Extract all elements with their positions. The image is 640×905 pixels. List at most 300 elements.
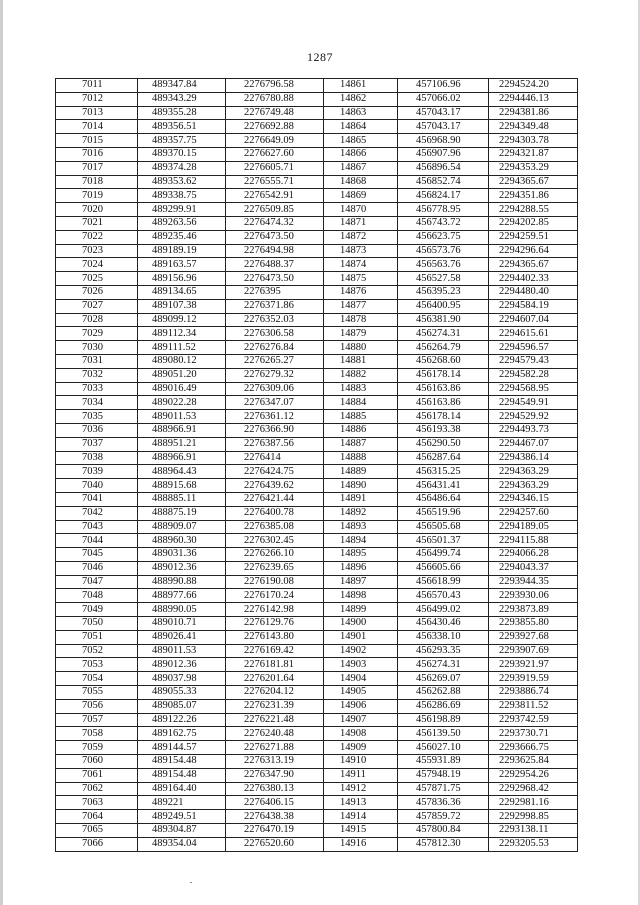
cell-point-id-left: 7030 [56, 341, 138, 355]
cell-y-left: 2276780.88 [226, 92, 324, 106]
cell-y-left: 2276649.09 [226, 134, 324, 148]
cell-point-id-left: 7018 [56, 175, 138, 189]
cell-y-left: 2276361.12 [226, 410, 324, 424]
cell-x-right: 457043.17 [398, 120, 489, 134]
cell-x-left: 489347.84 [138, 79, 226, 93]
cell-y-right: 2294568.95 [489, 382, 578, 396]
cell-point-id-right: 14910 [324, 755, 398, 769]
cell-point-id-right: 14885 [324, 410, 398, 424]
cell-x-left: 488990.88 [138, 575, 226, 589]
cell-point-id-left: 7062 [56, 782, 138, 796]
cell-y-right: 2293886.74 [489, 686, 578, 700]
cell-point-id-left: 7052 [56, 644, 138, 658]
cell-x-left: 489164.40 [138, 782, 226, 796]
cell-point-id-right: 14895 [324, 548, 398, 562]
cell-x-right: 457859.72 [398, 810, 489, 824]
cell-x-right: 456198.89 [398, 713, 489, 727]
table-row [56, 617, 578, 631]
table-row [56, 272, 578, 286]
table-row [56, 230, 578, 244]
cell-point-id-right: 14870 [324, 203, 398, 217]
cell-point-id-right: 14869 [324, 189, 398, 203]
cell-point-id-left: 7023 [56, 244, 138, 258]
cell-point-id-right: 14904 [324, 672, 398, 686]
cell-point-id-left: 7057 [56, 713, 138, 727]
cell-x-left: 489374.28 [138, 161, 226, 175]
cell-x-right: 456287.64 [398, 451, 489, 465]
cell-y-left: 2276279.32 [226, 368, 324, 382]
cell-point-id-right: 14886 [324, 423, 398, 437]
cell-point-id-left: 7051 [56, 630, 138, 644]
cell-point-id-left: 7040 [56, 479, 138, 493]
cell-point-id-right: 14893 [324, 520, 398, 534]
cell-y-left: 2276366.90 [226, 423, 324, 437]
cell-x-right: 456852.74 [398, 175, 489, 189]
cell-y-left: 2276271.88 [226, 741, 324, 755]
cell-point-id-left: 7050 [56, 617, 138, 631]
cell-x-left: 489144.57 [138, 741, 226, 755]
cell-point-id-right: 14898 [324, 589, 398, 603]
cell-y-right: 2294288.55 [489, 203, 578, 217]
cell-y-right: 2293944.35 [489, 575, 578, 589]
cell-point-id-right: 14913 [324, 796, 398, 810]
cell-x-left: 489134.65 [138, 285, 226, 299]
table-row [56, 437, 578, 451]
cell-y-right: 2294043.37 [489, 561, 578, 575]
table-row [56, 423, 578, 437]
cell-x-right: 457812.30 [398, 837, 489, 851]
cell-x-right: 457948.19 [398, 768, 489, 782]
cell-point-id-right: 14892 [324, 506, 398, 520]
cell-x-left: 489122.26 [138, 713, 226, 727]
cell-y-right: 2293927.68 [489, 630, 578, 644]
cell-x-left: 489299.91 [138, 203, 226, 217]
cell-point-id-left: 7046 [56, 561, 138, 575]
cell-y-left: 2276509.85 [226, 203, 324, 217]
cell-point-id-right: 14879 [324, 327, 398, 341]
cell-point-id-right: 14876 [324, 285, 398, 299]
cell-x-right: 456338.10 [398, 630, 489, 644]
cell-y-left: 2276473.50 [226, 230, 324, 244]
cell-x-left: 489154.48 [138, 768, 226, 782]
cell-y-right: 2293907.69 [489, 644, 578, 658]
cell-point-id-left: 7044 [56, 534, 138, 548]
table-row [56, 796, 578, 810]
cell-y-right: 2294446.13 [489, 92, 578, 106]
cell-y-right: 2294524.20 [489, 79, 578, 93]
cell-point-id-left: 7048 [56, 589, 138, 603]
table-row [56, 451, 578, 465]
cell-point-id-left: 7036 [56, 423, 138, 437]
cell-x-right: 456563.76 [398, 258, 489, 272]
cell-y-left: 2276542.91 [226, 189, 324, 203]
cell-y-right: 2294365.67 [489, 175, 578, 189]
cell-y-right: 2294615.61 [489, 327, 578, 341]
table-row [56, 120, 578, 134]
table-row [56, 837, 578, 851]
cell-x-right: 457043.17 [398, 106, 489, 120]
table-row [56, 713, 578, 727]
cell-x-left: 489011.53 [138, 410, 226, 424]
cell-point-id-left: 7061 [56, 768, 138, 782]
cell-x-left: 489162.75 [138, 727, 226, 741]
cell-y-right: 2293742.59 [489, 713, 578, 727]
cell-point-id-left: 7060 [56, 755, 138, 769]
cell-point-id-right: 14867 [324, 161, 398, 175]
cell-y-left: 2276231.39 [226, 699, 324, 713]
cell-point-id-left: 7063 [56, 796, 138, 810]
cell-y-left: 2276414 [226, 451, 324, 465]
cell-point-id-right: 14901 [324, 630, 398, 644]
cell-x-left: 489156.96 [138, 272, 226, 286]
cell-point-id-left: 7013 [56, 106, 138, 120]
cell-y-right: 2294115.88 [489, 534, 578, 548]
cell-x-left: 489107.38 [138, 299, 226, 313]
cell-point-id-right: 14873 [324, 244, 398, 258]
cell-point-id-right: 14888 [324, 451, 398, 465]
cell-x-right: 456274.31 [398, 327, 489, 341]
cell-x-right: 456381.90 [398, 313, 489, 327]
cell-x-right: 456519.96 [398, 506, 489, 520]
scan-speck [190, 882, 192, 883]
cell-y-right: 2294596.57 [489, 341, 578, 355]
cell-point-id-left: 7055 [56, 686, 138, 700]
cell-point-id-right: 14896 [324, 561, 398, 575]
cell-x-right: 456293.35 [398, 644, 489, 658]
cell-point-id-right: 14903 [324, 658, 398, 672]
cell-point-id-left: 7045 [56, 548, 138, 562]
cell-point-id-right: 14911 [324, 768, 398, 782]
cell-y-right: 2294549.91 [489, 396, 578, 410]
cell-x-right: 456290.50 [398, 437, 489, 451]
cell-x-left: 489011.53 [138, 644, 226, 658]
cell-point-id-right: 14880 [324, 341, 398, 355]
table-row [56, 396, 578, 410]
cell-x-left: 489343.29 [138, 92, 226, 106]
cell-y-right: 2294303.78 [489, 134, 578, 148]
cell-point-id-right: 14899 [324, 603, 398, 617]
table-row [56, 672, 578, 686]
cell-point-id-right: 14902 [324, 644, 398, 658]
cell-y-left: 2276221.48 [226, 713, 324, 727]
cell-x-right: 456178.14 [398, 410, 489, 424]
cell-x-left: 489263.56 [138, 216, 226, 230]
cell-x-left: 489356.51 [138, 120, 226, 134]
cell-x-left: 489304.87 [138, 824, 226, 838]
cell-x-left: 488990.05 [138, 603, 226, 617]
cell-x-left: 488966.91 [138, 423, 226, 437]
cell-y-right: 2294363.29 [489, 465, 578, 479]
cell-point-id-left: 7024 [56, 258, 138, 272]
table-row [56, 548, 578, 562]
cell-point-id-left: 7026 [56, 285, 138, 299]
cell-point-id-right: 14872 [324, 230, 398, 244]
table-row [56, 534, 578, 548]
table-row [56, 589, 578, 603]
cell-y-left: 2276201.64 [226, 672, 324, 686]
cell-x-left: 488964.43 [138, 465, 226, 479]
cell-y-left: 2276170.24 [226, 589, 324, 603]
cell-point-id-left: 7016 [56, 147, 138, 161]
cell-x-right: 456139.50 [398, 727, 489, 741]
cell-y-left: 2276143.80 [226, 630, 324, 644]
table-row [56, 479, 578, 493]
cell-y-right: 2293921.97 [489, 658, 578, 672]
cell-point-id-left: 7035 [56, 410, 138, 424]
cell-point-id-right: 14882 [324, 368, 398, 382]
cell-y-right: 2294365.67 [489, 258, 578, 272]
table-row [56, 630, 578, 644]
cell-x-right: 456027.10 [398, 741, 489, 755]
cell-y-left: 2276142.98 [226, 603, 324, 617]
cell-y-left: 2276239.65 [226, 561, 324, 575]
table-row [56, 755, 578, 769]
cell-x-right: 456193.38 [398, 423, 489, 437]
cell-x-right: 456274.31 [398, 658, 489, 672]
cell-y-left: 2276306.58 [226, 327, 324, 341]
cell-y-right: 2294582.28 [489, 368, 578, 382]
cell-point-id-left: 7038 [56, 451, 138, 465]
cell-x-left: 489163.57 [138, 258, 226, 272]
cell-y-left: 2276129.76 [226, 617, 324, 631]
cell-x-right: 456163.86 [398, 396, 489, 410]
table-row [56, 354, 578, 368]
cell-y-right: 2294386.14 [489, 451, 578, 465]
cell-y-left: 2276302.45 [226, 534, 324, 548]
table-row [56, 134, 578, 148]
table-row [56, 92, 578, 106]
cell-y-left: 2276190.08 [226, 575, 324, 589]
cell-y-right: 2294321.87 [489, 147, 578, 161]
cell-point-id-left: 7021 [56, 216, 138, 230]
cell-x-right: 456264.79 [398, 341, 489, 355]
coordinates-table [55, 78, 578, 852]
cell-point-id-left: 7025 [56, 272, 138, 286]
cell-point-id-left: 7039 [56, 465, 138, 479]
table-row [56, 727, 578, 741]
cell-y-right: 2293205.53 [489, 837, 578, 851]
cell-point-id-left: 7047 [56, 575, 138, 589]
table-row [56, 189, 578, 203]
cell-x-right: 456268.60 [398, 354, 489, 368]
cell-point-id-left: 7015 [56, 134, 138, 148]
cell-x-right: 457106.96 [398, 79, 489, 93]
cell-point-id-right: 14890 [324, 479, 398, 493]
cell-x-right: 456286.69 [398, 699, 489, 713]
cell-x-right: 456907.96 [398, 147, 489, 161]
cell-x-left: 489010.71 [138, 617, 226, 631]
page-number: 1287 [307, 50, 333, 64]
cell-point-id-left: 7056 [56, 699, 138, 713]
cell-x-right: 456623.75 [398, 230, 489, 244]
cell-point-id-right: 14868 [324, 175, 398, 189]
cell-x-left: 489026.41 [138, 630, 226, 644]
table-row [56, 258, 578, 272]
cell-point-id-right: 14861 [324, 79, 398, 93]
cell-x-right: 457066.02 [398, 92, 489, 106]
cell-y-left: 2276380.13 [226, 782, 324, 796]
cell-x-right: 456262.88 [398, 686, 489, 700]
table-row [56, 147, 578, 161]
cell-y-left: 2276352.03 [226, 313, 324, 327]
cell-y-right: 2294259.51 [489, 230, 578, 244]
cell-x-right: 456824.17 [398, 189, 489, 203]
cell-point-id-right: 14905 [324, 686, 398, 700]
cell-y-right: 2294351.86 [489, 189, 578, 203]
cell-x-left: 489370.15 [138, 147, 226, 161]
cell-point-id-left: 7054 [56, 672, 138, 686]
cell-point-id-right: 14891 [324, 492, 398, 506]
cell-y-left: 2276266.10 [226, 548, 324, 562]
table-row [56, 810, 578, 824]
cell-point-id-right: 14887 [324, 437, 398, 451]
cell-x-left: 489037.98 [138, 672, 226, 686]
table-row [56, 561, 578, 575]
cell-x-left: 488875.19 [138, 506, 226, 520]
cell-point-id-right: 14907 [324, 713, 398, 727]
cell-y-right: 2292954.26 [489, 768, 578, 782]
cell-x-right: 456269.07 [398, 672, 489, 686]
cell-x-right: 456618.99 [398, 575, 489, 589]
table-row [56, 216, 578, 230]
table-row [56, 368, 578, 382]
cell-x-left: 489055.33 [138, 686, 226, 700]
cell-point-id-right: 14906 [324, 699, 398, 713]
cell-y-left: 2276400.78 [226, 506, 324, 520]
table-row [56, 575, 578, 589]
cell-x-left: 489022.28 [138, 396, 226, 410]
cell-point-id-left: 7020 [56, 203, 138, 217]
cell-x-left: 489221 [138, 796, 226, 810]
cell-point-id-left: 7012 [56, 92, 138, 106]
cell-x-left: 489099.12 [138, 313, 226, 327]
cell-x-right: 457800.84 [398, 824, 489, 838]
table-row [56, 341, 578, 355]
cell-point-id-right: 14878 [324, 313, 398, 327]
cell-y-left: 2276494.98 [226, 244, 324, 258]
cell-y-left: 2276169.42 [226, 644, 324, 658]
cell-point-id-right: 14897 [324, 575, 398, 589]
cell-x-left: 489051.20 [138, 368, 226, 382]
table-row [56, 313, 578, 327]
cell-y-left: 2276181.81 [226, 658, 324, 672]
cell-y-left: 2276240.48 [226, 727, 324, 741]
cell-y-right: 2293730.71 [489, 727, 578, 741]
cell-y-left: 2276387.56 [226, 437, 324, 451]
cell-y-right: 2294257.60 [489, 506, 578, 520]
cell-x-left: 489354.04 [138, 837, 226, 851]
cell-point-id-left: 7034 [56, 396, 138, 410]
cell-x-left: 489031.36 [138, 548, 226, 562]
table-row [56, 161, 578, 175]
cell-y-left: 2276474.32 [226, 216, 324, 230]
cell-point-id-right: 14883 [324, 382, 398, 396]
cell-x-right: 456527.58 [398, 272, 489, 286]
cell-point-id-left: 7041 [56, 492, 138, 506]
cell-y-left: 2276406.15 [226, 796, 324, 810]
table-row [56, 492, 578, 506]
cell-y-left: 2276796.58 [226, 79, 324, 93]
cell-point-id-left: 7042 [56, 506, 138, 520]
cell-x-left: 488966.91 [138, 451, 226, 465]
table-row [56, 244, 578, 258]
cell-point-id-right: 14866 [324, 147, 398, 161]
cell-x-right: 456570.43 [398, 589, 489, 603]
cell-point-id-right: 14863 [324, 106, 398, 120]
cell-y-left: 2276395 [226, 285, 324, 299]
cell-y-right: 2294346.15 [489, 492, 578, 506]
cell-y-left: 2276424.75 [226, 465, 324, 479]
coordinates-table-body [56, 79, 578, 852]
cell-point-id-left: 7058 [56, 727, 138, 741]
table-row [56, 465, 578, 479]
table-row [56, 658, 578, 672]
cell-y-right: 2294402.33 [489, 272, 578, 286]
cell-point-id-left: 7019 [56, 189, 138, 203]
cell-y-left: 2276385.08 [226, 520, 324, 534]
cell-y-right: 2293873.89 [489, 603, 578, 617]
cell-x-left: 489235.46 [138, 230, 226, 244]
cell-point-id-right: 14912 [324, 782, 398, 796]
cell-x-right: 456430.46 [398, 617, 489, 631]
cell-x-right: 456486.64 [398, 492, 489, 506]
cell-y-right: 2293811.52 [489, 699, 578, 713]
cell-y-right: 2293625.84 [489, 755, 578, 769]
cell-point-id-left: 7065 [56, 824, 138, 838]
cell-point-id-left: 7017 [56, 161, 138, 175]
cell-y-right: 2292968.42 [489, 782, 578, 796]
cell-point-id-left: 7049 [56, 603, 138, 617]
cell-x-right: 456400.95 [398, 299, 489, 313]
table-row [56, 299, 578, 313]
cell-x-left: 488951.21 [138, 437, 226, 451]
cell-x-right: 456605.66 [398, 561, 489, 575]
cell-x-left: 489355.28 [138, 106, 226, 120]
cell-y-left: 2276520.60 [226, 837, 324, 851]
table-row [56, 520, 578, 534]
table-row [56, 768, 578, 782]
cell-y-left: 2276473.50 [226, 272, 324, 286]
cell-y-right: 2292981.16 [489, 796, 578, 810]
cell-x-left: 489080.12 [138, 354, 226, 368]
cell-y-right: 2293930.06 [489, 589, 578, 603]
cell-x-right: 457871.75 [398, 782, 489, 796]
cell-point-id-left: 7029 [56, 327, 138, 341]
cell-point-id-left: 7032 [56, 368, 138, 382]
cell-x-right: 456395.23 [398, 285, 489, 299]
cell-y-left: 2276421.44 [226, 492, 324, 506]
cell-x-right: 456896.54 [398, 161, 489, 175]
cell-point-id-right: 14875 [324, 272, 398, 286]
cell-y-right: 2294381.86 [489, 106, 578, 120]
cell-point-id-left: 7037 [56, 437, 138, 451]
cell-y-left: 2276204.12 [226, 686, 324, 700]
table-row [56, 782, 578, 796]
cell-x-left: 489016.49 [138, 382, 226, 396]
cell-x-right: 456968.90 [398, 134, 489, 148]
cell-x-left: 489338.75 [138, 189, 226, 203]
cell-y-left: 2276347.07 [226, 396, 324, 410]
cell-x-right: 456778.95 [398, 203, 489, 217]
cell-point-id-right: 14894 [324, 534, 398, 548]
cell-y-right: 2292998.85 [489, 810, 578, 824]
cell-y-left: 2276371.86 [226, 299, 324, 313]
cell-y-right: 2293919.59 [489, 672, 578, 686]
cell-y-right: 2293666.75 [489, 741, 578, 755]
cell-point-id-left: 7031 [56, 354, 138, 368]
cell-x-left: 489085.07 [138, 699, 226, 713]
table-row [56, 741, 578, 755]
